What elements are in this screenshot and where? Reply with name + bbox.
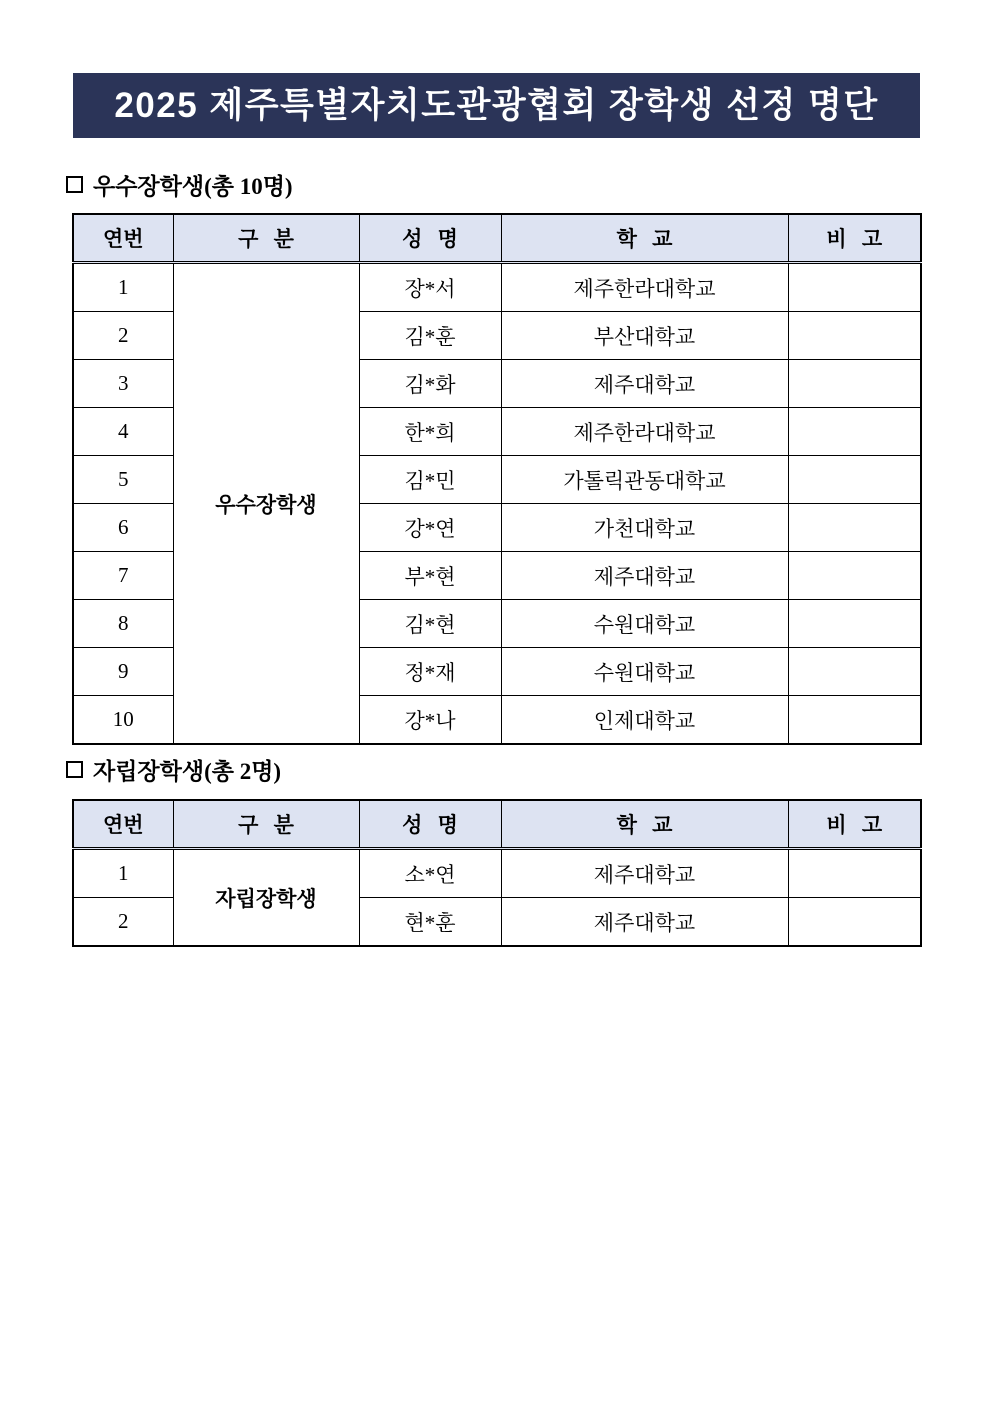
cell-school: 제주한라대학교 — [501, 408, 788, 456]
table-row — [73, 263, 921, 312]
cell-name: 한*희 — [359, 408, 501, 456]
cell-school: 제주대학교 — [501, 552, 788, 600]
cell-no: 2 — [73, 312, 173, 360]
cell-note — [788, 696, 921, 745]
page-title: 2025 제주특별자치도관광협회 장학생 선정 명단 — [114, 86, 879, 125]
cell-note — [788, 263, 921, 312]
section-heading-label: 자립장학생(총 2명) — [93, 759, 282, 784]
cell-note — [788, 408, 921, 456]
cell-name: 정*재 — [359, 648, 501, 696]
column-header-type: 구 분 — [173, 214, 359, 263]
column-header-school: 학 교 — [501, 800, 788, 849]
cell-name: 부*현 — [359, 552, 501, 600]
cell-name: 소*연 — [359, 849, 501, 898]
cell-note — [788, 648, 921, 696]
cell-no: 2 — [73, 898, 173, 947]
column-header-note: 비 고 — [788, 800, 921, 849]
cell-no: 9 — [73, 648, 173, 696]
cell-note — [788, 552, 921, 600]
cell-category: 우수장학생 — [173, 263, 359, 745]
cell-note — [788, 600, 921, 648]
cell-no: 1 — [73, 849, 173, 898]
cell-school: 제주대학교 — [501, 898, 788, 947]
cell-school: 부산대학교 — [501, 312, 788, 360]
column-header-type: 구 분 — [173, 800, 359, 849]
cell-category: 자립장학생 — [173, 849, 359, 947]
cell-note — [788, 456, 921, 504]
column-header-name: 성 명 — [359, 214, 501, 263]
cell-no: 10 — [73, 696, 173, 745]
cell-school: 제주대학교 — [501, 849, 788, 898]
cell-no: 4 — [73, 408, 173, 456]
cell-name: 김*훈 — [359, 312, 501, 360]
cell-school: 가톨릭관동대학교 — [501, 456, 788, 504]
cell-no: 7 — [73, 552, 173, 600]
column-header-school: 학 교 — [501, 214, 788, 263]
cell-name: 김*현 — [359, 600, 501, 648]
cell-name: 김*민 — [359, 456, 501, 504]
column-header-no: 연번 — [73, 214, 173, 263]
cell-school: 인제대학교 — [501, 696, 788, 745]
table-header-row — [73, 800, 921, 849]
cell-note — [788, 504, 921, 552]
cell-name: 장*서 — [359, 263, 501, 312]
cell-school: 수원대학교 — [501, 600, 788, 648]
cell-note — [788, 849, 921, 898]
cell-name: 김*화 — [359, 360, 501, 408]
section-heading-label: 우수장학생(총 10명) — [93, 174, 293, 199]
cell-no: 5 — [73, 456, 173, 504]
cell-name: 강*연 — [359, 504, 501, 552]
table-excellence-scholarship — [72, 213, 922, 745]
table-independent-scholarship — [72, 799, 922, 947]
cell-note — [788, 898, 921, 947]
cell-school: 가천대학교 — [501, 504, 788, 552]
section-heading-independent — [66, 753, 281, 786]
cell-note — [788, 360, 921, 408]
checkbox-square-icon — [66, 761, 83, 778]
cell-no: 1 — [73, 263, 173, 312]
table-header-row — [73, 214, 921, 263]
cell-no: 6 — [73, 504, 173, 552]
cell-school: 수원대학교 — [501, 648, 788, 696]
cell-name: 강*나 — [359, 696, 501, 745]
table-row — [73, 849, 921, 898]
checkbox-square-icon — [66, 176, 83, 193]
cell-school: 제주한라대학교 — [501, 263, 788, 312]
column-header-name: 성 명 — [359, 800, 501, 849]
cell-no: 3 — [73, 360, 173, 408]
cell-note — [788, 312, 921, 360]
section-heading-excellence — [66, 168, 293, 201]
cell-name: 현*훈 — [359, 898, 501, 947]
column-header-note: 비 고 — [788, 214, 921, 263]
cell-no: 8 — [73, 600, 173, 648]
document-title-banner — [73, 73, 920, 138]
cell-school: 제주대학교 — [501, 360, 788, 408]
column-header-no: 연번 — [73, 800, 173, 849]
